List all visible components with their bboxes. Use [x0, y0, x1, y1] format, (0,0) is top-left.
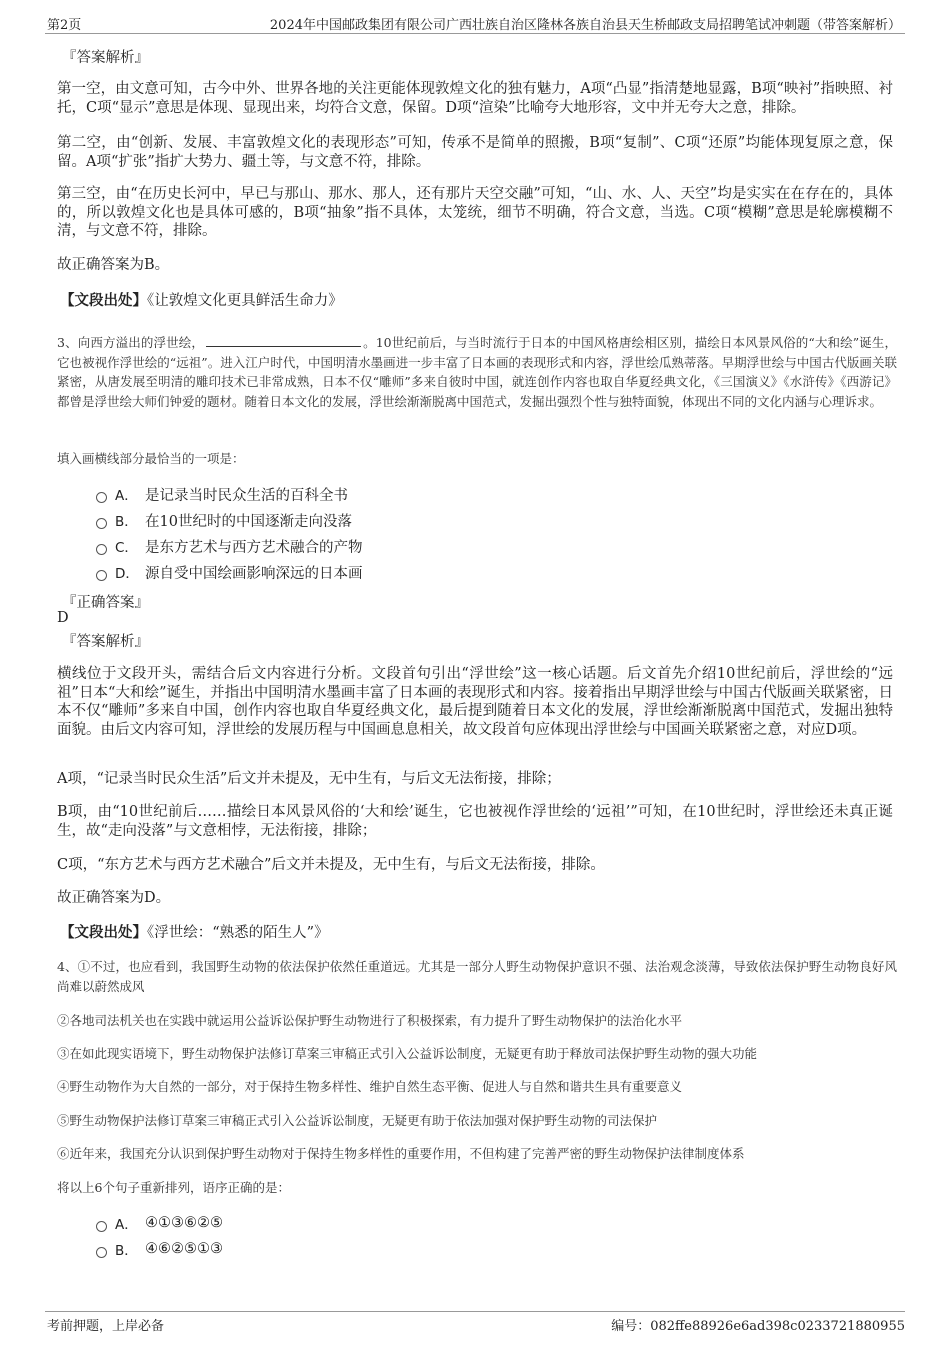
option-letter: B． [115, 514, 138, 530]
option-text: 在10世纪时的中国逐渐走向没落 [145, 513, 352, 530]
footer-serial: 编号：082ffe88926e6ad398c0233721880955 [611, 1319, 905, 1334]
option-letter: B． [115, 1243, 138, 1259]
q3-analysis-p4: C项，“东方艺术与西方艺术融合”后文并未提及，无中生有，与后文无法衔接，排除。 [57, 857, 605, 873]
document-title: 2024年中国邮政集团有限公司广西壮族自治区隆林各族自治县天生桥邮政支局招聘笔试冲刺题（带答案解析） [269, 18, 901, 33]
radio-icon[interactable] [96, 570, 107, 581]
q4-option-b[interactable] [96, 1238, 223, 1260]
q4-option-a[interactable] [96, 1212, 223, 1234]
q4-sentence-3: ③在如此现实语境下，野生动物保护法修订草案三审稿正式引入公益诉讼制度，无疑更有助于释放司法保护野生动物的强大功能 [57, 1046, 758, 1061]
q3-prompt: 填入画横线部分最恰当的一项是： [57, 451, 245, 466]
page-number: 第2页 [47, 18, 82, 33]
option-text: 是记录当时民众生活的百科全书 [145, 487, 348, 504]
q2-conclusion: 故正确答案为B。 [57, 257, 170, 273]
q3-answer: D [57, 610, 69, 626]
q3-source-text: 《浮世绘：“熟悉的陌生人”》 [147, 925, 329, 941]
page-footer [45, 1311, 905, 1333]
q3-option-a[interactable] [96, 483, 348, 505]
q3-analysis-p2: A项，“记录当时民众生活”后文并未提及，无中生有，与后文无法衔接，排除； [57, 771, 561, 787]
radio-icon[interactable] [96, 1221, 107, 1232]
q3-analysis-label: 『答案解析』 [62, 634, 149, 650]
q4-sentence-5: ⑤野生动物保护法修订草案三审稿正式引入公益诉讼制度，无疑更有助于依法加强对保护野生动物的司法保护 [57, 1113, 658, 1128]
radio-icon[interactable] [96, 1247, 107, 1258]
radio-icon[interactable] [96, 492, 107, 503]
q3-analysis-p1: 横线位于文段开头，需结合后文内容进行分析。文段首句引出“浮世绘”这一核心话题。后文首先介绍10世纪前后，浮世绘的“远祖”日本“大和绘”诞生，并指出中国明清水墨画丰富了日本画的表现形式和内容。接着指出早期浮世绘与中国古代版画关联紧密，日本不仅“雕师”多来自中国，创作内容也取自华夏经典文化，最后提到随着日本文化的发展，浮世绘渐渐脱离中国范式，发掘出独特面貌。由后文内容可知，浮世绘的发展历程与中国画息息相关，故文段首句应体现出浮世绘与中国画关联紧密之意，对应D项。 [57, 666, 893, 738]
q4-sentence-2: ②各地司法机关也在实践中就运用公益诉讼保护野生动物进行了积极探索，有力提升了野生动物保护的法治化水平 [57, 1013, 683, 1028]
q2-source-label: 【文段出处】 [60, 292, 147, 309]
q3-option-c[interactable] [96, 535, 363, 557]
q3-option-d[interactable] [96, 561, 363, 583]
q2-source [60, 289, 343, 310]
page-header [45, 14, 905, 34]
footer-slogan: 考前押题，上岸必备 [47, 1319, 165, 1334]
q4-sentence-6: ⑥近年来，我国充分认识到保护野生动物对于保持生物多样性的重要作用，不但构建了完善严密的野生动物保护法律制度体系 [57, 1146, 745, 1161]
q4-sentence-1: 4、①不过，也应看到，我国野生动物的依法保护依然任重道远。尤其是一部分人野生动物保护意识不强、法治观念淡薄，导致依法保护野生动物良好风尚难以蔚然成风 [57, 959, 897, 994]
q2-source-text: 《让敦煌文化更具鲜活生命力》 [147, 293, 343, 309]
q3-answer-label: 『正确答案』 [62, 595, 149, 611]
option-letter: D． [115, 566, 139, 582]
q3-conclusion: 故正确答案为D。 [57, 890, 171, 906]
option-text: 是东方艺术与西方艺术融合的产物 [145, 539, 363, 556]
q4-sentence-4: ④野生动物作为大自然的一部分，对于保持生物多样性、维护自然生态平衡、促进人与自然和谐共生具有重要意义 [57, 1079, 683, 1094]
q3-stem [57, 333, 897, 411]
q4-prompt: 将以上6个句子重新排列，语序正确的是： [57, 1180, 290, 1195]
radio-icon[interactable] [96, 518, 107, 529]
q3-source [60, 921, 329, 942]
option-text: 源自受中国绘画影响深远的日本画 [145, 565, 363, 582]
option-letter: C． [115, 540, 138, 556]
q3-stem-text: 。10世纪前后，与当时流行于日本的中国风格唐绘相区别，描绘日本风景风俗的“大和绘”诞生，它也被视作浮世绘的“远祖”。进入江户时代，中国明清水墨画进一步丰富了日本画的表现形式和内容，浮世绘瓜熟蒂落。早期浮世绘与中国古代版画关联紧密，从唐发展至明清的雕印技术已非常成熟，日本不仅“雕师”多来自彼时中国，就连创作内容也取自华夏经典文化，《三国演义》《水浒传》《西游记》都曾是浮世绘大师们钟爱的题材。随着日本文化的发展，浮世绘渐渐脱离中国范式，发掘出强烈个性与独特面貌，体现出不同的文化内涵与心理诉求。 [57, 335, 897, 409]
q3-analysis-p3: B项，由“10世纪前后……描绘日本风景风俗的‘大和绘’诞生，它也被视作浮世绘的‘远祖’”可知，在10世纪时，浮世绘还未真正诞生，故“走向没落”与文意相悖，无法衔接，排除； [57, 804, 893, 839]
q3-option-b[interactable] [96, 509, 352, 531]
option-text: ④⑥②⑤①③ [145, 1241, 223, 1257]
q2-analysis-p1: 第一空，由文意可知，古今中外、世界各地的关注更能体现敦煌文化的独有魅力，A项“凸显”指清楚地显露，B项“映衬”指映照、衬托，C项“显示”意思是体现、显现出来，均符合文意，保留。D项“渲染”比喻夸大地形容，文中并无夸大之意，排除。 [57, 81, 893, 116]
option-letter: A． [115, 1217, 138, 1233]
q3-lead: 3、向西方溢出的浮世绘， [57, 335, 204, 350]
q2-analysis-p3: 第三空，由“在历史长河中，早已与那山、那水、那人，还有那片天空交融”可知，“山、水、人、天空”均是实实在在存在的，具体的，所以敦煌文化也是具体可感的，B项“抽象”指不具体，太笼统，细节不明确，符合文意，当选。C项“模糊”意思是轮廓模糊不清，与文意不符，排除。 [57, 186, 893, 239]
q2-analysis-p2: 第二空，由“创新、发展、丰富敦煌文化的表现形态”可知，传承不是简单的照搬，B项“复制”、C项“还原”均能体现复原之意，保留。A项“扩张”指扩大势力、疆土等，与文意不符，排除。 [57, 135, 893, 170]
q3-blank [206, 335, 361, 347]
q2-analysis-label: 『答案解析』 [62, 50, 149, 66]
option-letter: A． [115, 488, 138, 504]
radio-icon[interactable] [96, 544, 107, 555]
option-text: ④①③⑥②⑤ [145, 1215, 223, 1231]
q3-source-label: 【文段出处】 [60, 924, 147, 941]
